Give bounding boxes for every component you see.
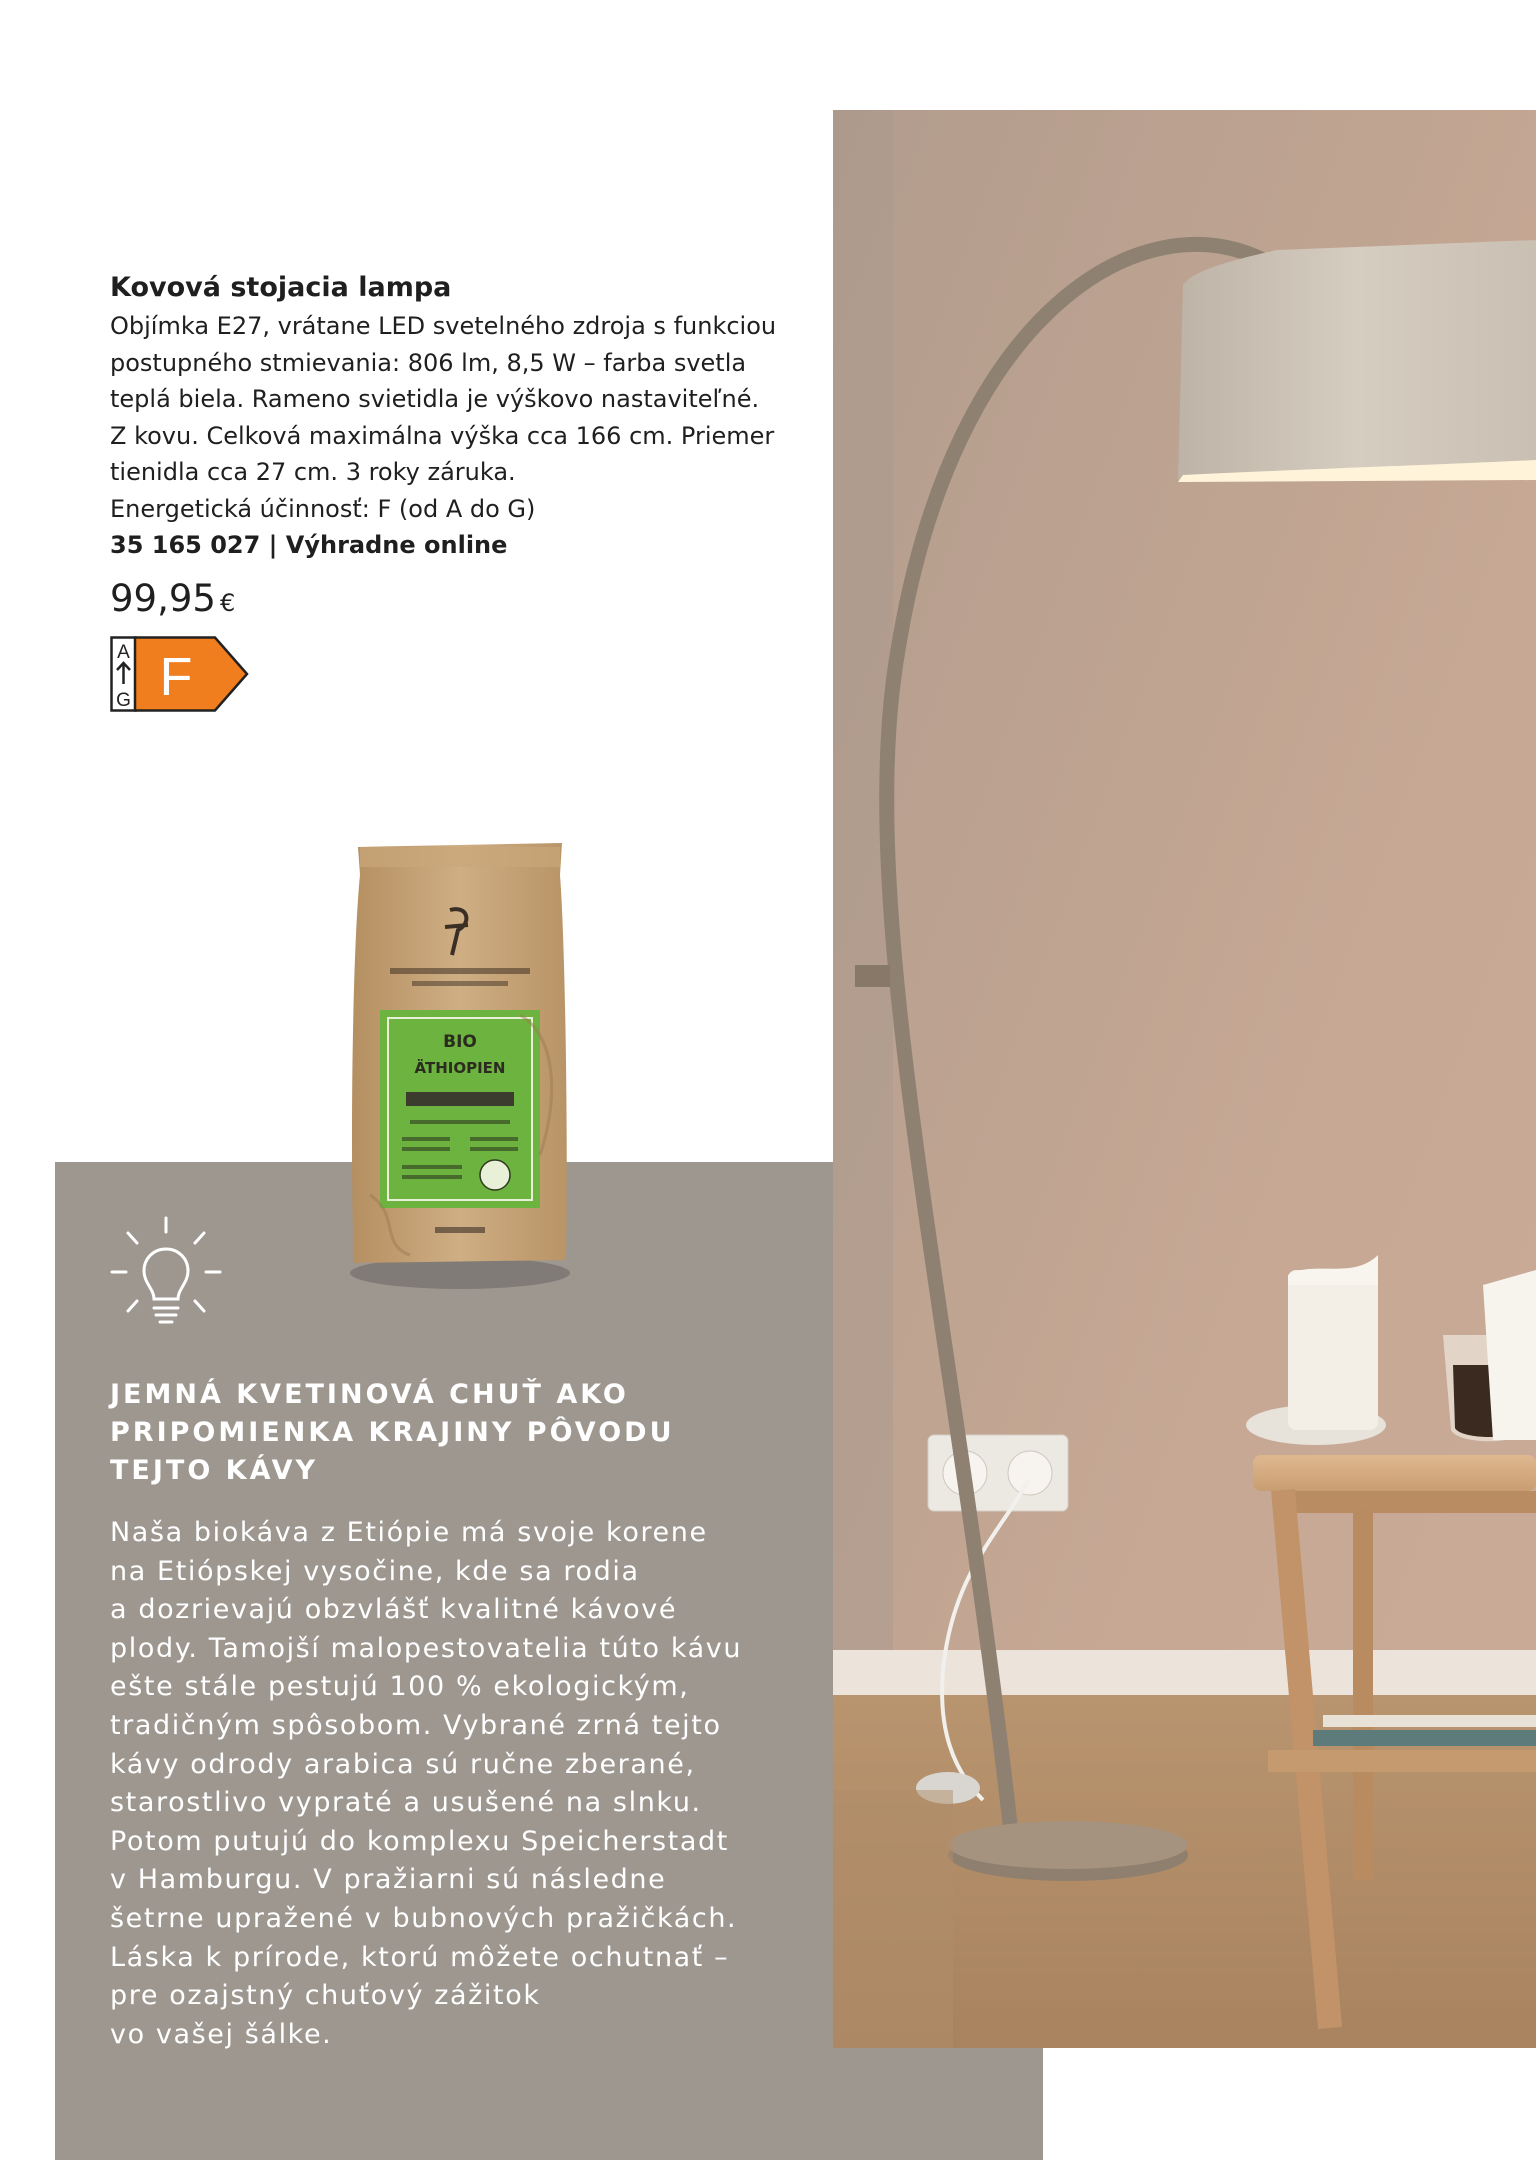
body-line: Naša biokáva z Etiópie má svoje korene [110, 1517, 708, 1548]
product-description [110, 308, 830, 527]
coffee-bag-image [340, 835, 580, 1295]
body-line: plody. Tamojší malopestovatelia túto kávu [110, 1632, 743, 1664]
body-line: na Etiópskej vysočine, kde sa rodia [110, 1555, 640, 1587]
body-line: starostlivo vypraté a usušené na slnku. [110, 1787, 702, 1819]
body-line: ešte stále pestujú 100 % ekologickým, [110, 1671, 690, 1703]
green-product-label [380, 1010, 540, 1208]
body-line: Potom putujú do komplexu Speicherstadt [110, 1825, 729, 1857]
headline-line: TEJTO KÁVY [110, 1455, 319, 1486]
energy-class-label [110, 636, 250, 714]
body-line: Láska k prírode, ktorú môžete ochutnať – [110, 1941, 730, 1973]
description-line: tienidla cca 27 cm. 3 roky záruka. [110, 458, 516, 486]
feature-body [110, 1514, 810, 2054]
body-line: šetrne upražené v bubnových pražičkách. [110, 1902, 738, 1934]
lightbulb-icon [110, 1215, 222, 1335]
description-line: postupného stmievania: 806 lm, 8,5 W – farba svetla [110, 348, 747, 377]
product-info [110, 268, 830, 628]
description-line: teplá biela. Rameno svietidla je výškovo nastaviteľné. [110, 385, 760, 413]
lamp-shade [1178, 240, 1536, 482]
energy-class-letter: F [159, 647, 193, 707]
product-title: Kovová stojacia lampa [110, 272, 452, 303]
body-line: vo vašej šálke. [110, 2018, 333, 2050]
description-line: Z kovu. Celková maximálna výška cca 166 cm. Priemer [110, 421, 775, 450]
headline-line: PRIPOMIENKA KRAJINY PÔVODU [110, 1417, 675, 1448]
product-price [110, 577, 830, 628]
energy-efficiency-line: Energetická účinnosť: F (od A do G) [110, 494, 536, 523]
lamp-room-photo [833, 110, 1536, 2048]
coffee-label-line2: ÄTHIOPIEN [414, 1059, 506, 1077]
product-sku: 35 165 027 | Výhradne online [110, 531, 508, 559]
body-line: pre ozajstný chuťový zážitok [110, 1980, 541, 2012]
body-line: kávy odrody arabica sú ručne zberané, [110, 1748, 696, 1780]
feature-headline [110, 1376, 760, 1490]
body-line: a dozrievajú obzvlášť kvalitné kávové [110, 1594, 678, 1626]
description-line: Objímka E27, vrátane LED svetelného zdroja s funkciou [110, 312, 777, 340]
body-line: tradičným spôsobom. Vybrané zrná tejto [110, 1709, 722, 1741]
price-amount: 99,95 [110, 577, 216, 620]
headline-line: JEMNÁ KVETINOVÁ CHUŤ AKO [110, 1379, 629, 1410]
price-currency: € [219, 589, 236, 617]
body-line: v Hamburgu. V pražiarni sú následne [110, 1864, 667, 1896]
energy-scale-top: A [117, 642, 130, 663]
coffee-label-line1: BIO [443, 1032, 477, 1052]
energy-scale-bottom: G [116, 690, 131, 711]
organic-seal-icon [480, 1160, 510, 1190]
